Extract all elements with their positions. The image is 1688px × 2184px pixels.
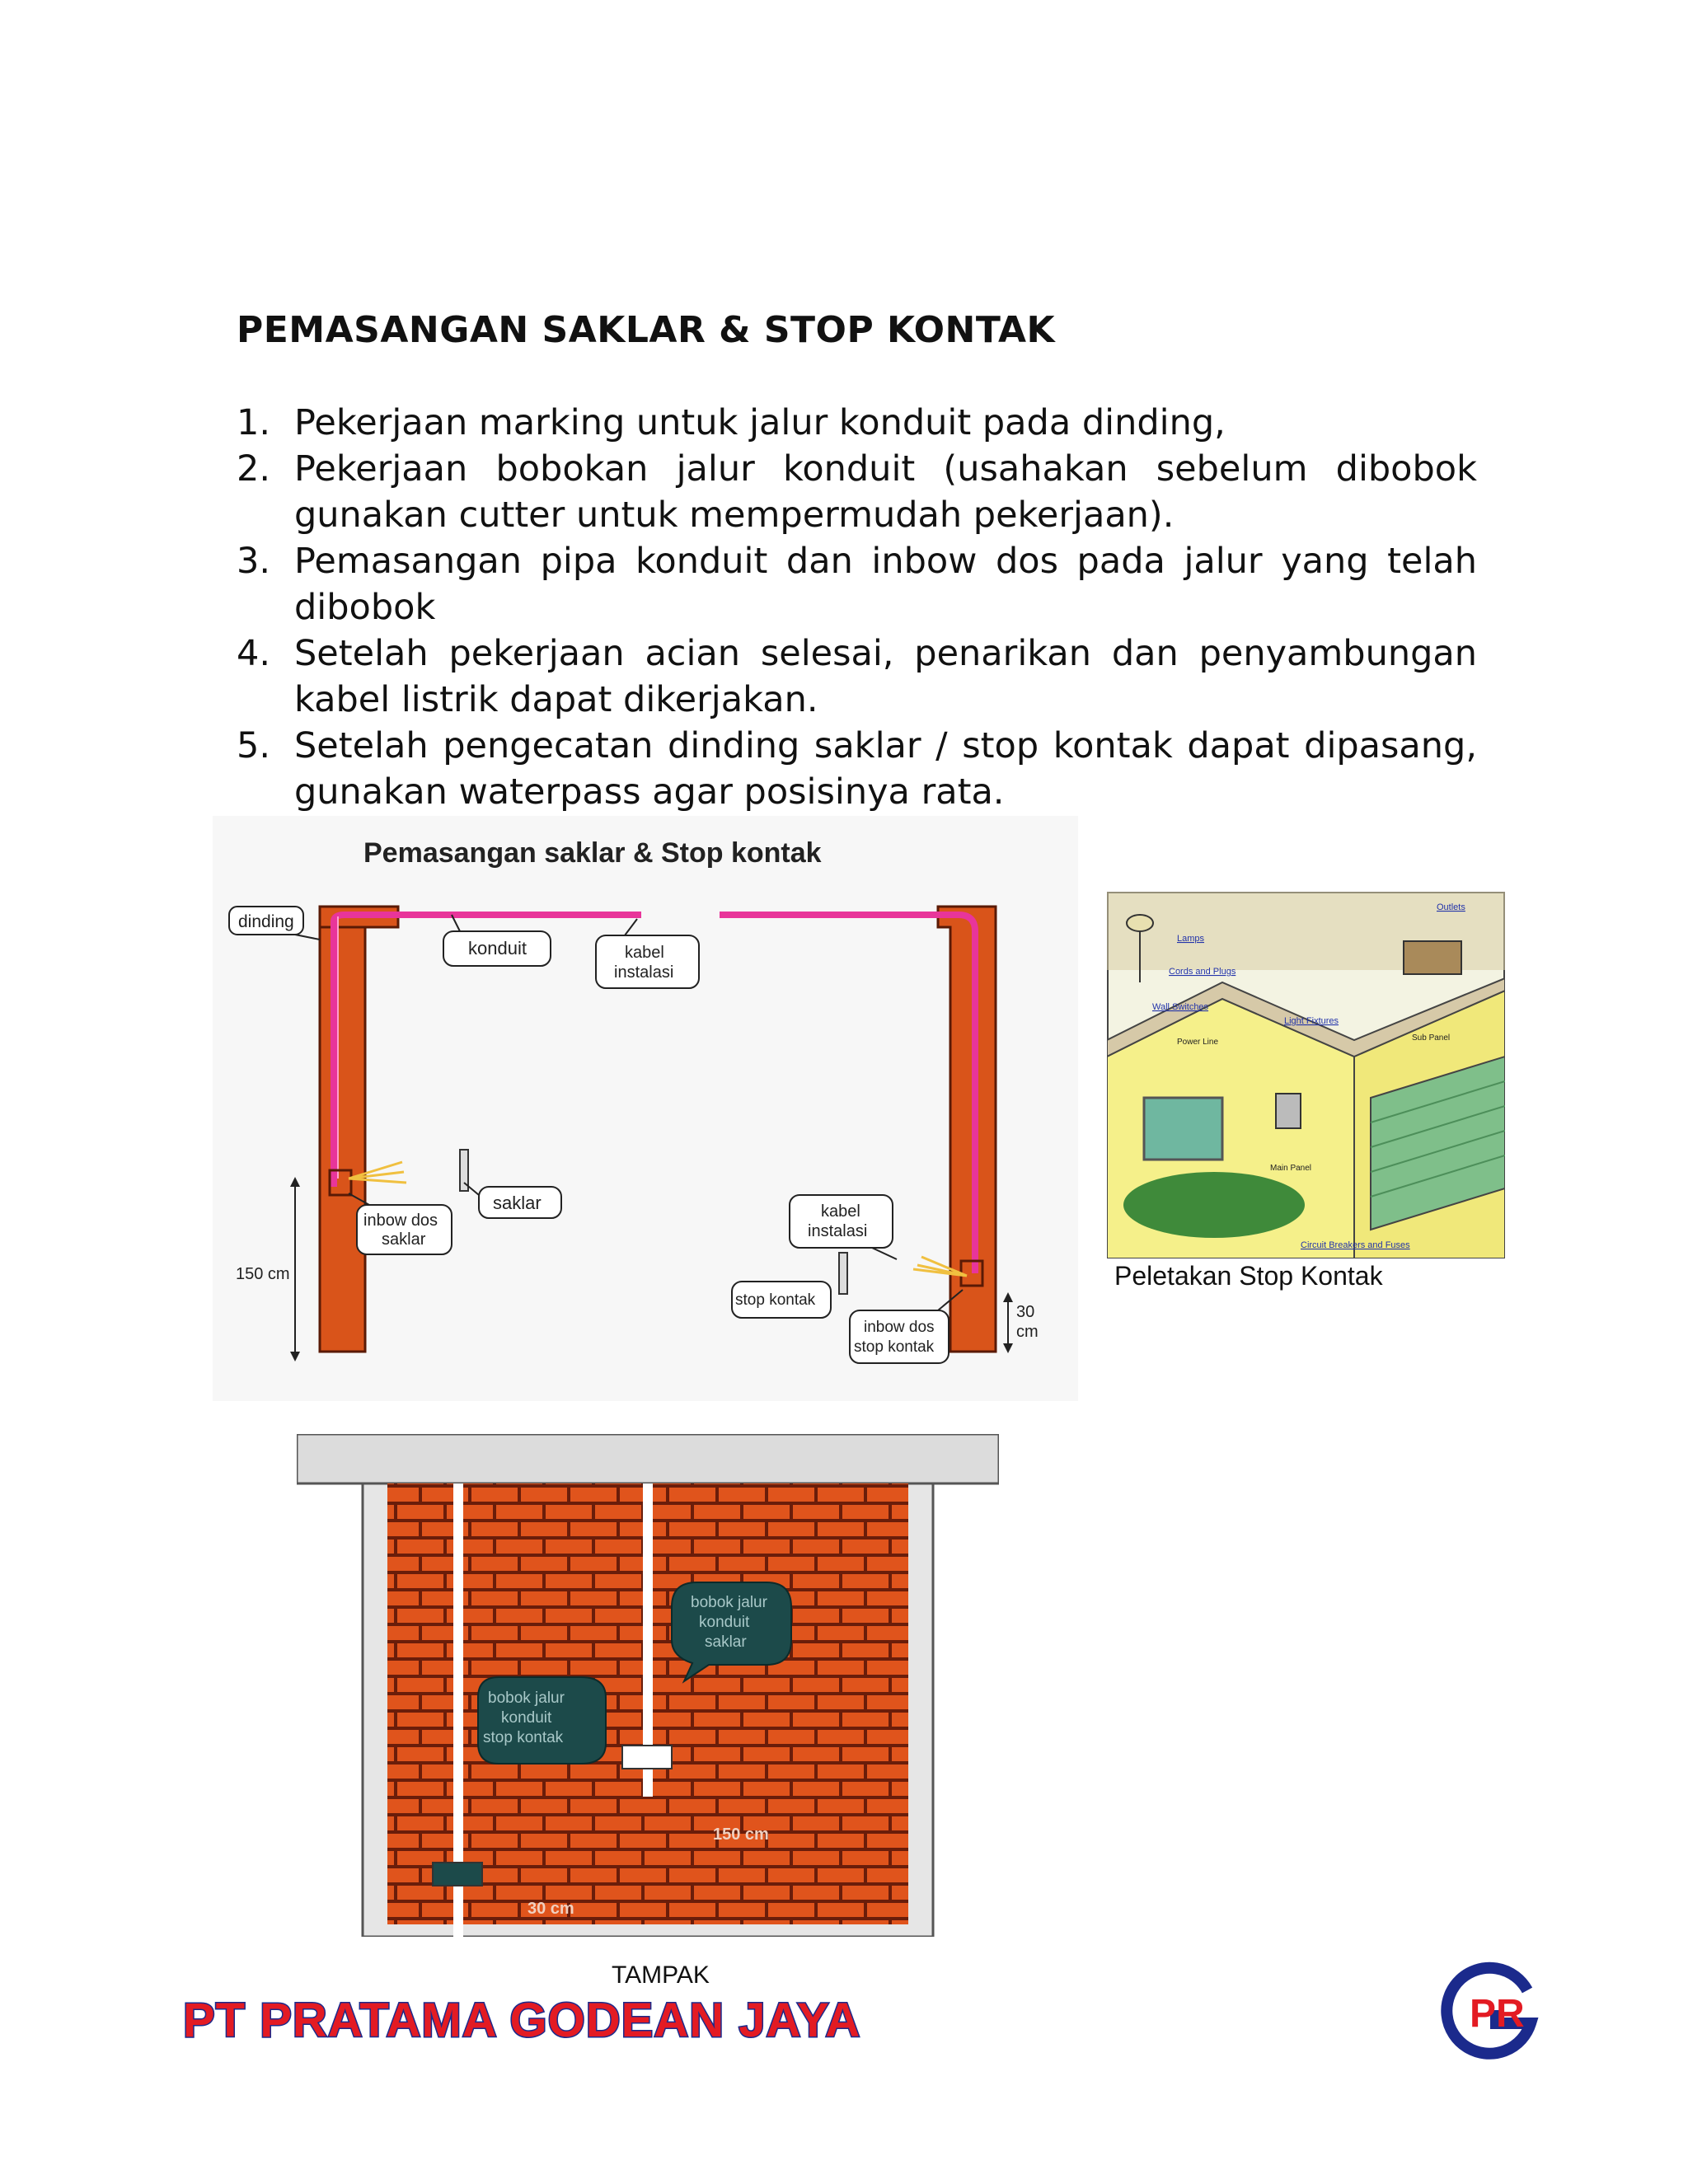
shrubs xyxy=(1123,1172,1305,1238)
step-number: 4. xyxy=(237,633,271,674)
step-item xyxy=(237,723,1477,815)
svg-text:kabel: kabel xyxy=(625,944,664,962)
label-height-30: 30 cm xyxy=(528,1900,574,1918)
svg-text:dinding: dinding xyxy=(238,912,294,931)
step-item xyxy=(237,630,1477,723)
svg-text:saklar: saklar xyxy=(493,1193,542,1213)
svg-text:saklar: saklar xyxy=(705,1633,747,1651)
house-window xyxy=(1144,1098,1222,1160)
svg-text:stop kontak: stop kontak xyxy=(735,1291,816,1309)
cabinet xyxy=(1404,941,1461,974)
company-name: PT PRATAMA GODEAN JAYA xyxy=(183,1994,861,2047)
step-text: Pemasangan pipa konduit dan inbow dos pada jalur yang telah dibobok xyxy=(294,541,1477,628)
svg-text:bobok jalur: bobok jalur xyxy=(691,1594,767,1611)
svg-text:konduit: konduit xyxy=(501,1709,552,1727)
step-number: 5. xyxy=(237,725,271,766)
document-title: PEMASANGAN SAKLAR & STOP KONTAK xyxy=(237,309,1056,351)
left-wall xyxy=(320,907,365,1352)
step-number: 3. xyxy=(237,541,271,582)
step-text: Pekerjaan marking untuk jalur konduit pada dinding, xyxy=(294,402,1226,443)
label-cords: Cords and Plugs xyxy=(1169,967,1236,977)
label-power-line: Power Line xyxy=(1177,1038,1219,1047)
label-light-fixtures: Light Fixtures xyxy=(1284,1016,1339,1026)
logo-letters: PR xyxy=(1470,1992,1525,2036)
step-number: 1. xyxy=(237,402,271,443)
house-illustration xyxy=(1107,892,1505,1258)
svg-text:kabel: kabel xyxy=(821,1202,860,1221)
callout-bobok-stop-kontak xyxy=(478,1677,606,1764)
svg-text:inbow dos: inbow dos xyxy=(864,1319,935,1336)
label-main-panel: Main Panel xyxy=(1270,1164,1312,1173)
svg-text:150 cm: 150 cm xyxy=(236,1265,290,1283)
wall-beam xyxy=(297,1434,999,1483)
svg-text:stop kontak: stop kontak xyxy=(483,1729,564,1746)
svg-text:instalasi: instalasi xyxy=(614,963,674,982)
house-caption: Peletakan Stop Kontak xyxy=(1114,1261,1383,1291)
label-sub-panel: Sub Panel xyxy=(1412,1033,1451,1043)
step-text: Setelah pengecatan dinding saklar / stop kontak dapat dipasang, gunakan waterpass agar posisinya rata. xyxy=(294,725,1477,813)
step-item xyxy=(237,400,1477,446)
step-list xyxy=(237,400,1477,815)
installation-diagram xyxy=(213,816,1078,1401)
svg-text:instalasi: instalasi xyxy=(808,1222,868,1240)
svg-text:konduit: konduit xyxy=(699,1614,750,1631)
svg-text:cm: cm xyxy=(1016,1323,1039,1341)
svg-text:30: 30 xyxy=(1016,1303,1035,1321)
step-text: Pekerjaan bobokan jalur konduit (usahakan sebelum dibobok gunakan cutter untuk mempermudah pekerjaan). xyxy=(294,448,1477,536)
callout-stop-kontak xyxy=(732,1282,831,1318)
saklar-box xyxy=(622,1746,672,1769)
main-panel-icon xyxy=(1276,1094,1301,1128)
diagram-title: Pemasangan saklar & Stop kontak xyxy=(363,837,822,869)
svg-text:saklar: saklar xyxy=(382,1230,426,1249)
svg-text:inbow dos: inbow dos xyxy=(363,1212,438,1230)
label-outlets: Outlets xyxy=(1437,902,1465,912)
svg-text:stop kontak: stop kontak xyxy=(854,1338,935,1356)
stop-kontak-box xyxy=(433,1863,482,1886)
label-lamps: Lamps xyxy=(1177,934,1205,944)
step-number: 2. xyxy=(237,448,271,490)
step-item xyxy=(237,538,1477,630)
socket-icon xyxy=(839,1253,847,1294)
step-text: Setelah pekerjaan acian selesai, penarikan dan penyambungan kabel listrik dapat dikerjakan. xyxy=(294,633,1477,720)
svg-text:bobok jalur: bobok jalur xyxy=(488,1690,565,1707)
brick-wall-caption: TAMPAK xyxy=(612,1961,710,1989)
step-item xyxy=(237,446,1477,538)
brick-wall-illustration xyxy=(297,1434,999,1937)
svg-text:konduit: konduit xyxy=(468,938,527,958)
company-logo xyxy=(1438,1957,1545,2064)
label-breakers: Circuit Breakers and Fuses xyxy=(1301,1240,1410,1250)
label-wall-switches: Wall Switches xyxy=(1152,1002,1209,1012)
label-height-150: 150 cm xyxy=(713,1825,769,1844)
